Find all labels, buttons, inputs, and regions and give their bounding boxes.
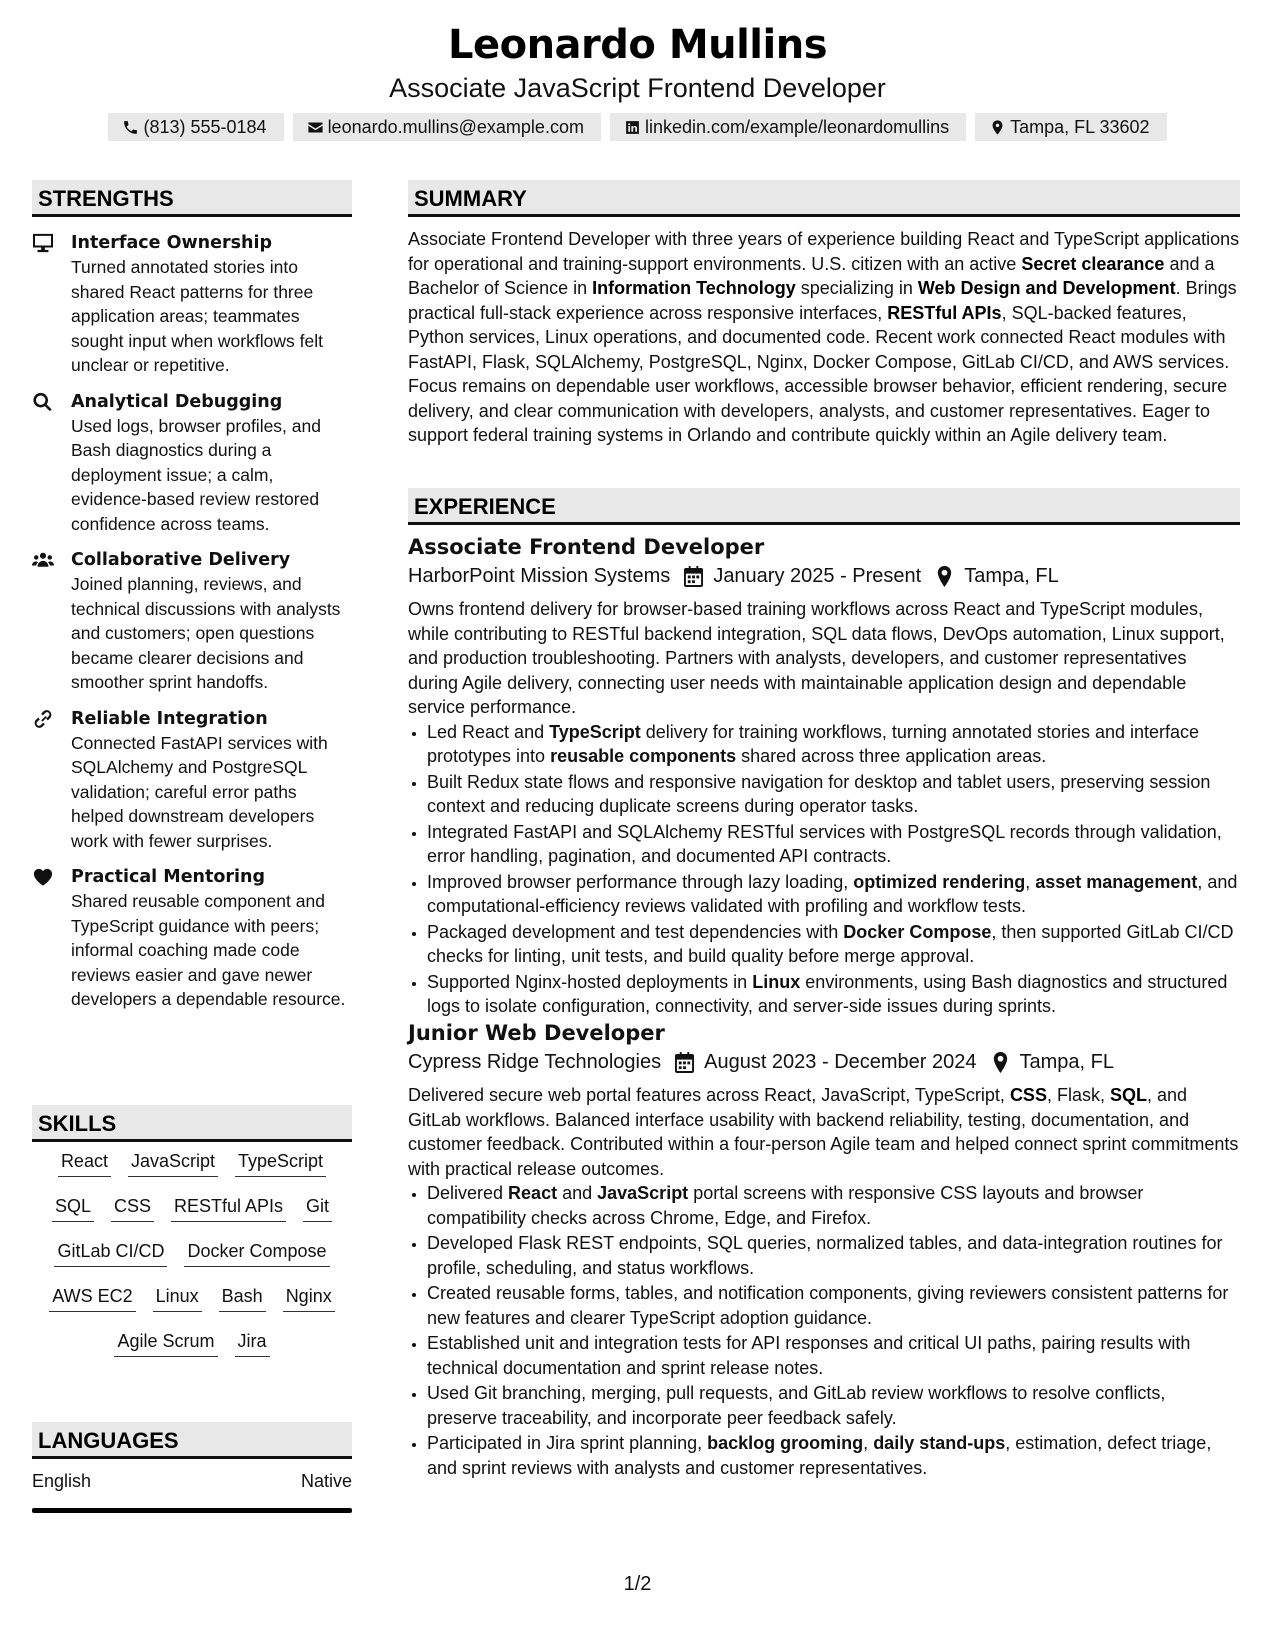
contact-phone-text: (813) 555-0184 (143, 116, 267, 137)
skill-tag: TypeScript (235, 1148, 326, 1177)
skills-heading: SKILLS (32, 1105, 352, 1142)
bold-text: TypeScript (549, 721, 641, 742)
strength-item (32, 707, 352, 854)
skill-tag: Jira (235, 1328, 270, 1357)
contact-bar (0, 113, 1275, 141)
job-dates: January 2025 - Present (713, 565, 922, 587)
heart-icon (32, 867, 54, 887)
strength-title: Collaborative Delivery (71, 550, 291, 570)
search-icon (32, 392, 54, 412)
text-run: Packaged development and test dependencies with (427, 921, 844, 942)
strength-title: Interface Ownership (71, 233, 272, 253)
skill-tag: Agile Scrum (114, 1328, 217, 1357)
text-run: Led React and (427, 721, 550, 742)
envelope-icon (307, 119, 324, 136)
skill-tag: Git (303, 1193, 332, 1222)
skill-row (32, 1148, 352, 1193)
job-dates: August 2023 - December 2024 (704, 1051, 977, 1073)
strength-item (32, 865, 352, 1012)
job-summary (408, 597, 1240, 720)
contact-location-text: Tampa, FL 33602 (1010, 116, 1150, 137)
strength-desc: Connected FastAPI services with SQLAlchemy and PostgreSQL validation; careful error paths helped downstream developers work with fewer surprises. (71, 732, 328, 851)
experience-heading: EXPERIENCE (408, 488, 1240, 525)
skill-tag: React (58, 1148, 111, 1177)
text-run: . Brings practical full-stack experience across responsive interfaces, (408, 278, 1237, 323)
text-run: , and GitLab workflows. Balanced interface usability with backend reliability, testing, documentation, and customer feedback. Contributed within a four-person Agile team and helped connect sprint commitments with practical release outcomes. (408, 1085, 1239, 1179)
text-run: Developed Flask REST endpoints, SQL queries, normalized tables, and data-integration routines for profile, scheduling, and status workflows. (427, 1233, 1223, 1278)
job-location: Tampa, FL (1019, 1051, 1114, 1073)
strengths-heading: STRENGTHS (32, 180, 352, 217)
text-run: , Flask, (1046, 1085, 1110, 1105)
strength-desc: Turned annotated stories into shared React patterns for three application areas; teammates sought input when workflows felt unclear or repetitive. (71, 257, 323, 375)
skills-list (32, 1148, 352, 1373)
skill-tag: Nginx (283, 1283, 335, 1312)
language-level: Native (300, 1471, 352, 1491)
bullet-item (427, 720, 1240, 769)
bullet-item (427, 1381, 1240, 1430)
text-run: , (863, 1433, 874, 1453)
contact-linkedin-text: linkedin.com/example/leonardomullins (644, 116, 950, 137)
contact-email-text: leonardo.mullins@example.com (327, 116, 584, 137)
strength-title: Practical Mentoring (71, 867, 266, 887)
calendar-icon (675, 1052, 694, 1073)
text-run: Participated in Jira sprint planning, (427, 1433, 708, 1453)
text-run: Integrated FastAPI and SQLAlchemy RESTful services with PostgreSQL records through validation, error handling, pagination, and documented API contracts. (427, 821, 1222, 866)
text-run: and (557, 1183, 598, 1203)
bullet-item (427, 1331, 1240, 1380)
strength-item (32, 231, 352, 378)
skill-tag: RESTful APIs (171, 1193, 286, 1222)
text-run: , estimation, defect triage, and sprint reviews with analysts and customer representatives. (427, 1433, 1212, 1478)
job-entry (408, 1019, 1240, 1481)
text-run: environments, using Bash diagnostics and structured logs to isolate configuration, connectivity, and server-side issues during sprints. (427, 971, 1228, 1016)
strength-desc: Shared reusable component and TypeScript guidance with peers; informal coaching made code reviews easier and gave newer developers a dependable resource. (71, 891, 346, 1009)
candidate-role: Associate JavaScript Frontend Developer (389, 73, 886, 103)
strength-title: Analytical Debugging (71, 391, 283, 412)
text-run: , SQL-backed features, Python services, Linux operations, and documented code. Recent work connected React modules with FastAPI, Flask, SQLAlchemy, PostgreSQL, Nginx, Docker Compose, GitLab CI/CD, and AWS services. Focus remains on dependable user workflows, accessible browser behavior, efficient rendering, secure delivery, and clear communication with developers, analysts, and customer representatives. Eager to support federal training systems in Orlando and contribute quickly within an Agile delivery team. (408, 302, 1230, 445)
bullet-item (427, 1281, 1240, 1330)
bullet-item (427, 770, 1240, 819)
job-title: Junior Web Developer (408, 1021, 665, 1045)
job-meta (408, 1047, 1240, 1077)
bullet-item (427, 870, 1240, 919)
contact-location[interactable] (975, 113, 1166, 141)
bullet-item (427, 1231, 1240, 1280)
bold-text: optimized rendering (853, 871, 1026, 892)
bold-text: Information Technology (592, 278, 796, 298)
phone-icon (122, 119, 139, 136)
bold-text: Docker Compose (843, 921, 992, 942)
job-title: Associate Frontend Developer (408, 535, 765, 559)
skill-tag: Docker Compose (184, 1238, 329, 1267)
monitor-icon (32, 233, 54, 253)
bold-text: SQL (1109, 1085, 1147, 1105)
skill-row (32, 1328, 352, 1373)
bold-text: Web Design and Development (917, 278, 1176, 298)
text-run: Used Git branching, merging, pull requests, and GitLab review workflows to resolve conflicts, preserve traceability, and incorporate peer feedback safely. (427, 1383, 1166, 1428)
job-company: Cypress Ridge Technologies (408, 1051, 662, 1073)
bold-text: reusable components (550, 746, 737, 766)
strength-item (32, 548, 352, 695)
text-run: Created reusable forms, tables, and notification components, giving reviewers consistent patterns for new features and clearer TypeScript adoption guidance. (427, 1283, 1229, 1328)
language-name: English (32, 1471, 92, 1491)
text-run: Delivered secure web portal features across React, JavaScript, TypeScript, (408, 1085, 1010, 1105)
text-run: Supported Nginx-hosted deployments in (427, 971, 753, 992)
bold-text: Linux (752, 971, 801, 992)
calendar-icon (684, 566, 703, 587)
map-pin-icon (935, 566, 954, 587)
bold-text: Secret clearance (1021, 253, 1165, 274)
users-icon (32, 550, 54, 570)
job-meta (408, 561, 1240, 591)
candidate-name: Leonardo Mullins (447, 22, 828, 68)
strength-title: Reliable Integration (71, 708, 268, 729)
skill-row (32, 1283, 352, 1328)
strengths-list (32, 231, 352, 1024)
contact-phone[interactable] (108, 113, 283, 141)
text-run: Built Redux state flows and responsive navigation for desktop and tablet users, preserving session context and reducing duplicate screens during operator tasks. (427, 771, 1211, 816)
skill-tag: SQL (52, 1193, 94, 1222)
contact-email[interactable] (293, 113, 601, 141)
bullet-item (427, 970, 1240, 1019)
strength-desc: Used logs, browser profiles, and Bash diagnostics during a deployment issue; a calm, evidence-based review restored confidence across teams. (71, 415, 321, 534)
bold-text: RESTful APIs (887, 302, 1002, 323)
text-run: Established unit and integration tests for API responses and critical UI paths, pairing results with technical documentation and sprint release notes. (427, 1333, 1191, 1378)
job-company: HarborPoint Mission Systems (408, 565, 671, 587)
text-run: , (1025, 871, 1036, 892)
bold-text: CSS (1009, 1085, 1047, 1105)
job-location: Tampa, FL (964, 565, 1059, 587)
job-summary (408, 1083, 1240, 1181)
bullet-item (427, 1431, 1240, 1480)
skill-row (32, 1238, 352, 1283)
language-level-bar (32, 1508, 352, 1513)
text-run: Associate Frontend Developer with three years of experience building React and TypeScript applications for operational and training-support environments. U.S. citizen with an active (408, 229, 1240, 274)
skill-tag: Bash (219, 1283, 266, 1312)
link-icon (32, 709, 54, 729)
bullet-item (427, 1181, 1240, 1230)
text-run: delivery for training workflows, turning annotated stories and interface prototypes into (427, 721, 1200, 766)
languages-heading: LANGUAGES (32, 1422, 352, 1459)
bullet-item (427, 920, 1240, 969)
job-entry (408, 533, 1240, 1020)
skill-tag: AWS EC2 (49, 1283, 135, 1312)
bold-text: JavaScript (597, 1183, 689, 1203)
summary-text (408, 227, 1240, 448)
text-run: specializing in (795, 278, 918, 298)
page-number: 1/2 (623, 1573, 652, 1595)
text-run: and a Bachelor of Science in (408, 253, 1215, 298)
map-pin-icon (989, 119, 1006, 136)
job-bullets (408, 1181, 1240, 1480)
skill-tag: CSS (111, 1193, 154, 1222)
bold-text: daily stand-ups (873, 1433, 1006, 1453)
bold-text: asset management (1035, 871, 1198, 892)
text-run: Improved browser performance through lazy loading, (427, 871, 854, 892)
bold-text: React (508, 1183, 558, 1203)
text-run: Owns frontend delivery for browser-based training workflows across React and TypeScript modules, while contributing to RESTful backend integration, SQL data flows, DevOps automation, Linux support, and production troubleshooting. Partners with analysts, developers, and customer representatives during Agile delivery, connecting user needs with maintainable application design and dependable service performance. (408, 599, 1225, 717)
contact-linkedin[interactable] (610, 113, 966, 141)
bold-text: backlog grooming (707, 1433, 864, 1453)
text-run: portal screens with responsive CSS layouts and browser compatibility checks across Chrome, Edge, and Firefox. (427, 1183, 1144, 1228)
skill-tag: GitLab CI/CD (54, 1238, 167, 1267)
strength-item (32, 390, 352, 537)
linkedin-icon (624, 119, 641, 136)
text-run: shared across three application areas. (736, 746, 1047, 766)
text-run: Delivered (427, 1183, 509, 1203)
strength-desc: Joined planning, reviews, and technical discussions with analysts and customers; open questions became clearer decisions and smoother sprint handoffs. (71, 574, 341, 692)
skill-row (32, 1193, 352, 1238)
skill-tag: JavaScript (128, 1148, 218, 1177)
text-run: , then supported GitLab CI/CD checks for linting, unit tests, and build quality before merge approval. (427, 921, 1234, 966)
skill-tag: Linux (153, 1283, 202, 1312)
language-row (32, 1471, 352, 1492)
bullet-item (427, 820, 1240, 869)
text-run: , and computational-efficiency reviews validated with profiling and workflow tests. (427, 871, 1238, 916)
summary-heading: SUMMARY (408, 180, 1240, 217)
map-pin-icon (991, 1052, 1010, 1073)
job-bullets (408, 720, 1240, 1019)
